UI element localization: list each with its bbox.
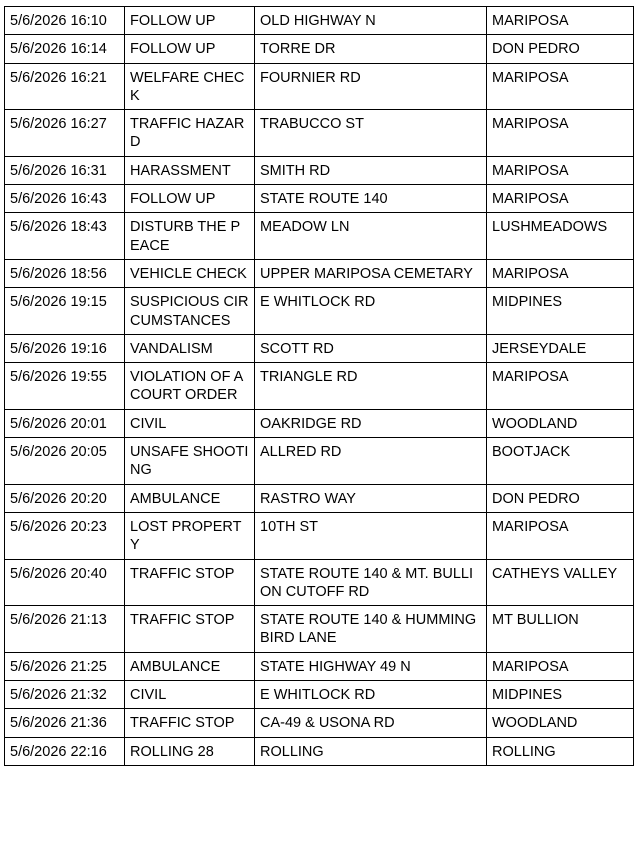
area-cell: MIDPINES <box>487 681 634 709</box>
location-cell: UPPER MARIPOSA CEMETARY <box>255 259 487 287</box>
location-cell: TORRE DR <box>255 35 487 63</box>
table-row <box>5 438 634 485</box>
call-type-cell: CIVIL <box>125 681 255 709</box>
call-log-body <box>5 7 634 766</box>
call-type-cell: SUSPICIOUS CIRCUMSTANCES <box>125 288 255 335</box>
location-cell: FOURNIER RD <box>255 63 487 110</box>
call-type-cell: LOST PROPERTY <box>125 512 255 559</box>
call-type-cell: VEHICLE CHECK <box>125 259 255 287</box>
table-row <box>5 363 634 410</box>
call-type-cell: CIVIL <box>125 409 255 437</box>
area-cell: MARIPOSA <box>487 156 634 184</box>
datetime-cell: 5/6/2026 18:43 <box>5 213 125 260</box>
location-cell: ALLRED RD <box>255 438 487 485</box>
area-cell: MARIPOSA <box>487 7 634 35</box>
call-type-cell: FOLLOW UP <box>125 185 255 213</box>
area-cell: LUSHMEADOWS <box>487 213 634 260</box>
location-cell: SMITH RD <box>255 156 487 184</box>
table-row <box>5 7 634 35</box>
location-cell: ROLLING <box>255 737 487 765</box>
location-cell: OAKRIDGE RD <box>255 409 487 437</box>
call-type-cell: TRAFFIC HAZARD <box>125 110 255 157</box>
datetime-cell: 5/6/2026 16:27 <box>5 110 125 157</box>
call-type-cell: FOLLOW UP <box>125 35 255 63</box>
table-row <box>5 259 634 287</box>
datetime-cell: 5/6/2026 22:16 <box>5 737 125 765</box>
table-row <box>5 213 634 260</box>
datetime-cell: 5/6/2026 19:15 <box>5 288 125 335</box>
datetime-cell: 5/6/2026 16:10 <box>5 7 125 35</box>
call-type-cell: FOLLOW UP <box>125 7 255 35</box>
area-cell: ROLLING <box>487 737 634 765</box>
call-type-cell: TRAFFIC STOP <box>125 606 255 653</box>
area-cell: MARIPOSA <box>487 110 634 157</box>
location-cell: STATE ROUTE 140 & MT. BULLION CUTOFF RD <box>255 559 487 606</box>
datetime-cell: 5/6/2026 21:25 <box>5 652 125 680</box>
table-row <box>5 288 634 335</box>
table-row <box>5 156 634 184</box>
area-cell: WOODLAND <box>487 409 634 437</box>
call-type-cell: HARASSMENT <box>125 156 255 184</box>
table-row <box>5 409 634 437</box>
call-type-cell: TRAFFIC STOP <box>125 709 255 737</box>
table-row <box>5 185 634 213</box>
area-cell: MARIPOSA <box>487 652 634 680</box>
table-row <box>5 606 634 653</box>
location-cell: CA-49 & USONA RD <box>255 709 487 737</box>
call-type-cell: DISTURB THE PEACE <box>125 213 255 260</box>
area-cell: WOODLAND <box>487 709 634 737</box>
area-cell: MARIPOSA <box>487 259 634 287</box>
location-cell: RASTRO WAY <box>255 484 487 512</box>
datetime-cell: 5/6/2026 20:40 <box>5 559 125 606</box>
area-cell: MT BULLION <box>487 606 634 653</box>
call-type-cell: UNSAFE SHOOTING <box>125 438 255 485</box>
datetime-cell: 5/6/2026 19:55 <box>5 363 125 410</box>
datetime-cell: 5/6/2026 16:14 <box>5 35 125 63</box>
table-row <box>5 334 634 362</box>
datetime-cell: 5/6/2026 16:43 <box>5 185 125 213</box>
area-cell: MARIPOSA <box>487 512 634 559</box>
call-type-cell: TRAFFIC STOP <box>125 559 255 606</box>
call-type-cell: AMBULANCE <box>125 484 255 512</box>
table-row <box>5 737 634 765</box>
table-row <box>5 652 634 680</box>
datetime-cell: 5/6/2026 18:56 <box>5 259 125 287</box>
datetime-cell: 5/6/2026 20:01 <box>5 409 125 437</box>
call-type-cell: WELFARE CHECK <box>125 63 255 110</box>
location-cell: OLD HIGHWAY N <box>255 7 487 35</box>
datetime-cell: 5/6/2026 21:32 <box>5 681 125 709</box>
datetime-cell: 5/6/2026 16:21 <box>5 63 125 110</box>
location-cell: E WHITLOCK RD <box>255 288 487 335</box>
table-row <box>5 559 634 606</box>
table-row <box>5 110 634 157</box>
datetime-cell: 5/6/2026 20:05 <box>5 438 125 485</box>
location-cell: SCOTT RD <box>255 334 487 362</box>
area-cell: MARIPOSA <box>487 363 634 410</box>
table-row <box>5 63 634 110</box>
call-log-sheet <box>4 6 633 766</box>
location-cell: TRIANGLE RD <box>255 363 487 410</box>
location-cell: 10TH ST <box>255 512 487 559</box>
location-cell: TRABUCCO ST <box>255 110 487 157</box>
table-row <box>5 681 634 709</box>
location-cell: STATE ROUTE 140 & HUMMINGBIRD LANE <box>255 606 487 653</box>
call-type-cell: VIOLATION OF A COURT ORDER <box>125 363 255 410</box>
table-row <box>5 709 634 737</box>
call-type-cell: AMBULANCE <box>125 652 255 680</box>
location-cell: MEADOW LN <box>255 213 487 260</box>
area-cell: CATHEYS VALLEY <box>487 559 634 606</box>
location-cell: STATE ROUTE 140 <box>255 185 487 213</box>
datetime-cell: 5/6/2026 19:16 <box>5 334 125 362</box>
call-type-cell: VANDALISM <box>125 334 255 362</box>
location-cell: STATE HIGHWAY 49 N <box>255 652 487 680</box>
datetime-cell: 5/6/2026 21:13 <box>5 606 125 653</box>
table-row <box>5 35 634 63</box>
call-log-table <box>4 6 634 766</box>
area-cell: MARIPOSA <box>487 185 634 213</box>
area-cell: BOOTJACK <box>487 438 634 485</box>
area-cell: DON PEDRO <box>487 35 634 63</box>
area-cell: DON PEDRO <box>487 484 634 512</box>
area-cell: MARIPOSA <box>487 63 634 110</box>
table-row <box>5 484 634 512</box>
datetime-cell: 5/6/2026 20:23 <box>5 512 125 559</box>
datetime-cell: 5/6/2026 16:31 <box>5 156 125 184</box>
location-cell: E WHITLOCK RD <box>255 681 487 709</box>
area-cell: MIDPINES <box>487 288 634 335</box>
datetime-cell: 5/6/2026 20:20 <box>5 484 125 512</box>
call-type-cell: ROLLING 28 <box>125 737 255 765</box>
area-cell: JERSEYDALE <box>487 334 634 362</box>
datetime-cell: 5/6/2026 21:36 <box>5 709 125 737</box>
table-row <box>5 512 634 559</box>
